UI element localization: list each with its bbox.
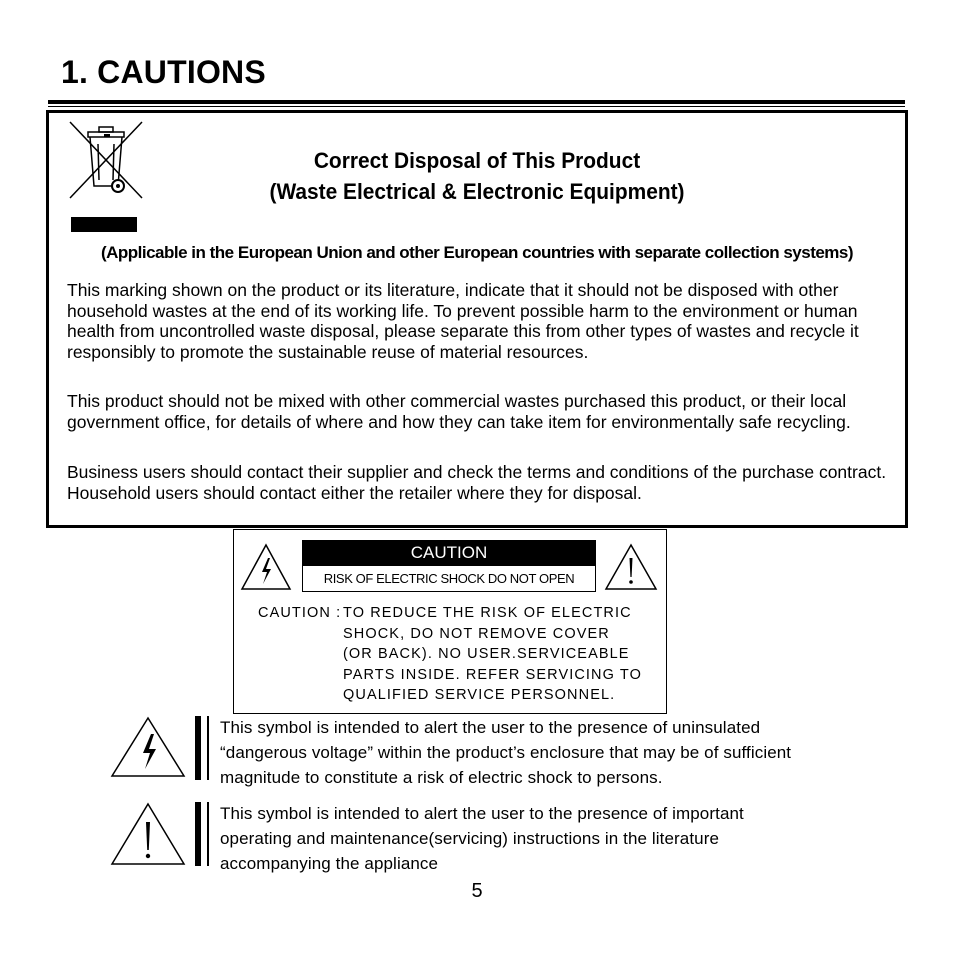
exclamation-triangle-icon	[110, 802, 186, 868]
page-title: 1. CAUTIONS	[61, 54, 266, 90]
weee-heading-line2: (Waste Electrical & Electronic Equipment)	[269, 179, 685, 204]
caution-body: TO REDUCE THE RISK OF ELECTRIC SHOCK, DO NOT REMOVE COVER (OR BACK). NO USER.SERVICEABLE PARTS INSIDE. REFER SERVICING TO QUALIFIED SERVICE PERSONNEL.	[343, 605, 642, 703]
lightning-symbol-explanation	[110, 716, 830, 786]
symbol-bar	[195, 716, 201, 780]
weee-marking-bar	[71, 217, 137, 232]
lightning-bolt-triangle-icon	[240, 542, 292, 592]
weee-notice-box	[46, 110, 908, 528]
lightning-bolt-triangle-icon	[110, 716, 186, 780]
title-divider	[48, 100, 905, 104]
symbol-bar-thin	[207, 802, 209, 866]
weee-paragraph: This product should not be mixed with other commercial wastes purchased this product, or their local government office, for details of where and how they can take item for environmentally safe recycling.	[67, 391, 851, 432]
caution-label: CAUTION	[302, 540, 596, 565]
weee-heading	[70, 145, 883, 207]
weee-heading-line1: Correct Disposal of This Product	[313, 148, 641, 173]
page-number: 5	[471, 880, 483, 902]
exclamation-triangle-icon	[604, 542, 658, 592]
weee-applicable-note: (Applicable in the European Union and other European countries with separate collection systems)	[100, 243, 854, 262]
weee-paragraph: Business users should contact their supplier and check the terms and conditions of the purchase contract. Household users should contact either the retailer where they for disposal.	[67, 462, 887, 503]
shock-warning: RISK OF ELECTRIC SHOCK DO NOT OPEN	[302, 565, 596, 592]
exclamation-symbol-explanation	[110, 802, 830, 872]
symbol-description: This symbol is intended to alert the user to the presence of uninsulated “dangerous voltage” within the product’s enclosure that may be of sufficient magnitude to constitute a risk of electric shock to persons.	[220, 718, 792, 787]
symbol-bar-thin	[207, 716, 209, 780]
caution-label-box	[233, 529, 667, 714]
symbol-description: This symbol is intended to alert the user to the presence of important operating and maintenance(servicing) instructions in the literature accompanying the appliance	[220, 804, 744, 873]
title-divider-thin	[48, 106, 905, 107]
weee-paragraph: This marking shown on the product or its literature, indicate that it should not be disposed with other household wastes at the end of its working life. To prevent possible harm to the environment or human health from uncontrolled waste disposal, please separate this from other types of wastes and recycle it responsibly to promote the sustainable reuse of material resources.	[67, 280, 859, 362]
caution-prefix: CAUTION :	[258, 605, 342, 621]
symbol-bar	[195, 802, 201, 866]
